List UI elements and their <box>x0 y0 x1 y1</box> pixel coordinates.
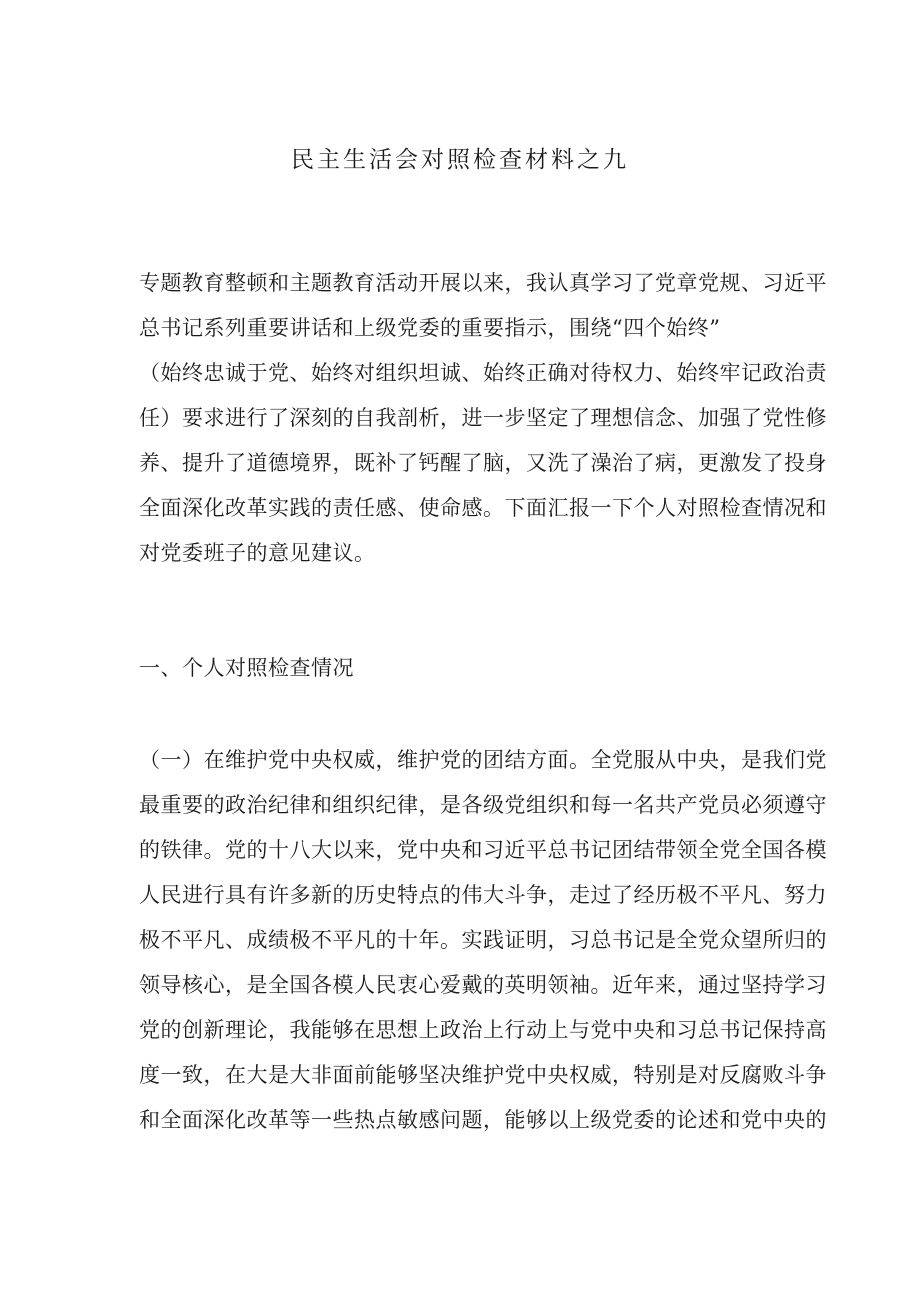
intro-line: （始终忠诚于党、始终对组织坦诚、始终正确对待权力、始终牢记政治责 <box>139 361 827 385</box>
section-heading-block <box>139 646 789 691</box>
intro-line: 总书记系列重要讲话和上级党委的重要指示，围绕“四个始终” <box>139 316 721 340</box>
intro-line: 全面深化改革实践的责任感、使命感。下面汇报一下个人对照检查情况和 <box>139 496 827 520</box>
paragraph-line: （一）在维护党中央权威，维护党的团结方面。全党服从中央，是我们党 <box>139 748 827 772</box>
paragraph-1 <box>139 738 827 1143</box>
intro-line: 任）要求进行了深刻的自我剖析，进一步坚定了理想信念、加强了党性修 <box>139 406 827 430</box>
paragraph-line: 领导核心，是全国各模人民衷心爱戴的英明领袖。近年来，通过坚持学习 <box>139 973 827 997</box>
section-heading: 一、个人对照检查情况 <box>139 656 354 680</box>
paragraph-line: 的铁律。党的十八大以来，党中央和习近平总书记团结带领全党全国各模 <box>139 838 827 862</box>
document-title: 民主生活会对照检查材料之九 <box>291 147 629 173</box>
paragraph-line: 党的创新理论，我能够在思想上政治上行动上与党中央和习总书记保持高 <box>139 1018 827 1042</box>
intro-line: 专题教育整顿和主题教育活动开展以来，我认真学习了党章党规、习近平 <box>139 271 827 295</box>
paragraph-line: 极不平凡、成绩极不平凡的十年。实践证明，习总书记是全党众望所归的 <box>139 928 827 952</box>
intro-line: 养、提升了道德境界，既补了钙醒了脑，又洗了澡治了病，更激发了投身 <box>139 451 827 475</box>
intro-paragraph <box>139 261 827 576</box>
paragraph-line: 最重要的政治纪律和组织纪律，是各级党组织和每一名共产党员必须遵守 <box>139 793 827 817</box>
paragraph-line: 人民进行具有许多新的历史特点的伟大斗争，走过了经历极不平凡、努力 <box>139 883 827 907</box>
paragraph-line: 度一致，在大是大非面前能够坚决维护党中央权威，特别是对反腐败斗争 <box>139 1063 827 1087</box>
intro-line: 对党委班子的意见建议。 <box>139 541 376 565</box>
paragraph-line: 和全面深化改革等一些热点敏感问题，能够以上级党委的论述和党中央的 <box>139 1108 827 1132</box>
